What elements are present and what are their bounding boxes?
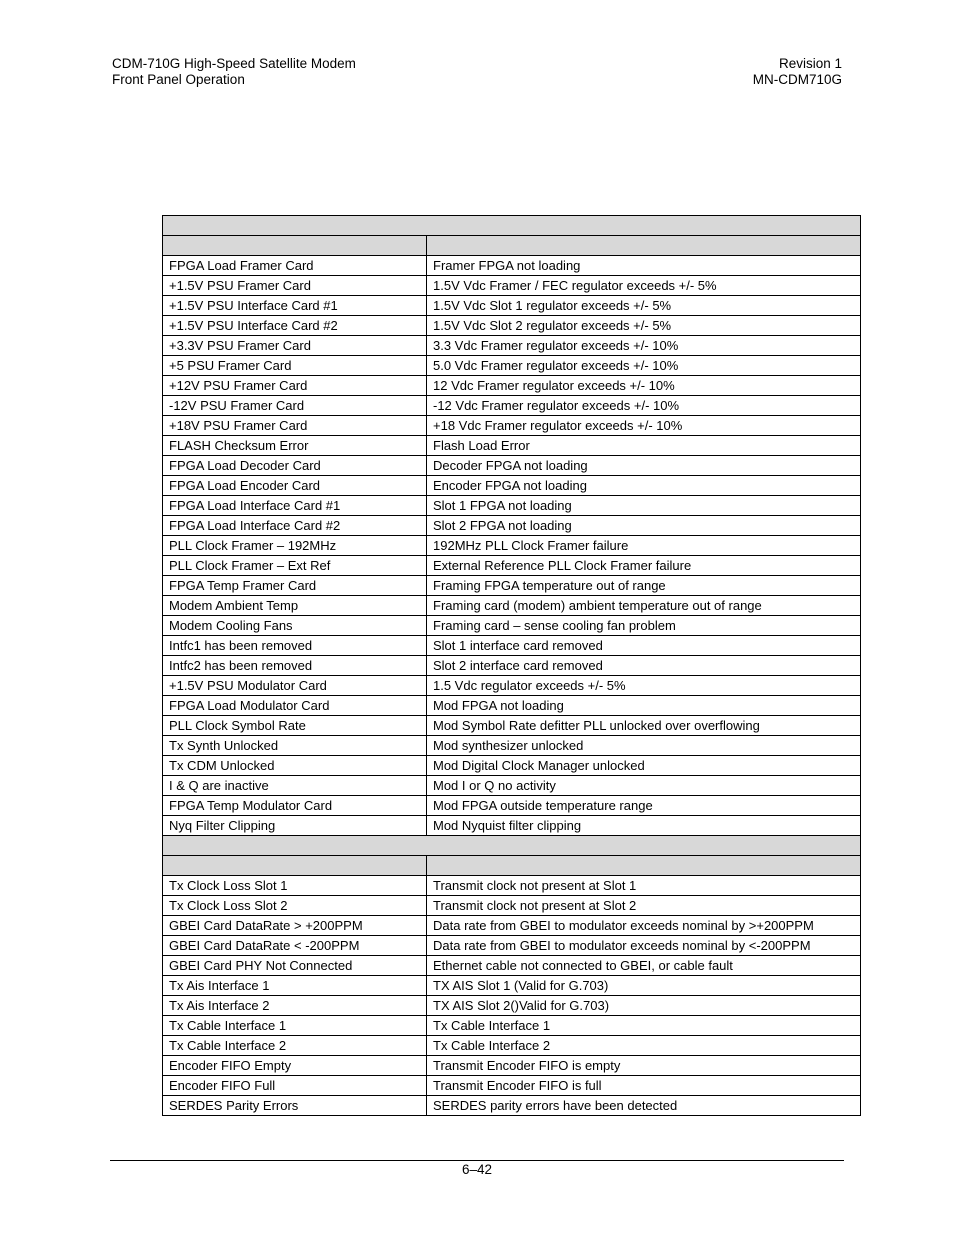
fault-description: Mod FPGA not loading [427,696,861,716]
footer-rule [110,1160,844,1161]
table-row [163,796,861,816]
chapter-title: Front Panel Operation [112,72,245,87]
fault-name: Modem Cooling Fans [163,616,427,636]
fault-description: Flash Load Error [427,436,861,456]
table-row [163,496,861,516]
fault-name: +5 PSU Framer Card [163,356,427,376]
fault-name: FPGA Load Interface Card #2 [163,516,427,536]
table-row [163,296,861,316]
fault-name: +1.5V PSU Modulator Card [163,676,427,696]
fault-name: +18V PSU Framer Card [163,416,427,436]
fault-name: -12V PSU Framer Card [163,396,427,416]
header-left [112,56,356,88]
fault-description: Mod Digital Clock Manager unlocked [427,756,861,776]
table-row [163,476,861,496]
table-row [163,936,861,956]
section1-column-header-cell [163,236,427,256]
fault-name: PLL Clock Framer – Ext Ref [163,556,427,576]
table-row [163,996,861,1016]
section2-column-header-cell [427,856,861,876]
table-row [163,716,861,736]
document-title: CDM-710G High-Speed Satellite Modem [112,56,356,71]
fault-description: Slot 1 interface card removed [427,636,861,656]
fault-description: Decoder FPGA not loading [427,456,861,476]
fault-description: Mod I or Q no activity [427,776,861,796]
section1-title-band-cell [163,216,861,236]
fault-description: Data rate from GBEI to modulator exceeds nominal by >+200PPM [427,916,861,936]
table-row [163,616,861,636]
table-row [163,576,861,596]
fault-name: PLL Clock Symbol Rate [163,716,427,736]
fault-name: FPGA Temp Framer Card [163,576,427,596]
header-right [753,56,842,88]
fault-name: FLASH Checksum Error [163,436,427,456]
fault-name: Nyq Filter Clipping [163,816,427,836]
fault-name: +12V PSU Framer Card [163,376,427,396]
fault-description: +18 Vdc Framer regulator exceeds +/- 10% [427,416,861,436]
table-row [163,696,861,716]
fault-name: FPGA Temp Modulator Card [163,796,427,816]
table-row [163,736,861,756]
fault-description: TX AIS Slot 1 (Valid for G.703) [427,976,861,996]
fault-name: FPGA Load Interface Card #1 [163,496,427,516]
table-row [163,436,861,456]
fault-name: Tx Synth Unlocked [163,736,427,756]
fault-name: FPGA Load Modulator Card [163,696,427,716]
fault-description: 1.5V Vdc Slot 1 regulator exceeds +/- 5% [427,296,861,316]
section2-title-band [163,836,861,856]
table-row [163,416,861,436]
fault-name: +1.5V PSU Interface Card #2 [163,316,427,336]
table-row [163,676,861,696]
fault-name: Tx Cable Interface 2 [163,1036,427,1056]
fault-description: 1.5V Vdc Framer / FEC regulator exceeds +/- 5% [427,276,861,296]
table-row [163,396,861,416]
section2-title-band-cell [163,836,861,856]
fault-description: Ethernet cable not connected to GBEI, or cable fault [427,956,861,976]
table-row [163,656,861,676]
fault-description: Encoder FPGA not loading [427,476,861,496]
fault-description: Transmit clock not present at Slot 1 [427,876,861,896]
fault-description: 5.0 Vdc Framer regulator exceeds +/- 10% [427,356,861,376]
table-row [163,816,861,836]
fault-name: Modem Ambient Temp [163,596,427,616]
table-row [163,376,861,396]
fault-name: Tx Cable Interface 1 [163,1016,427,1036]
section2-column-header-cell [163,856,427,876]
table-row [163,1036,861,1056]
table-row [163,876,861,896]
fault-description: 3.3 Vdc Framer regulator exceeds +/- 10% [427,336,861,356]
page-number: 6–42 [461,1162,493,1177]
fault-description: 1.5V Vdc Slot 2 regulator exceeds +/- 5% [427,316,861,336]
fault-name: Tx Clock Loss Slot 2 [163,896,427,916]
fault-name: Intfc2 has been removed [163,656,427,676]
fault-description: Mod Symbol Rate defitter PLL unlocked over overflowing [427,716,861,736]
fault-description: Framer FPGA not loading [427,256,861,276]
fault-description: SERDES parity errors have been detected [427,1096,861,1116]
fault-name: FPGA Load Encoder Card [163,476,427,496]
revision-label: Revision 1 [778,56,842,71]
fault-description: Slot 2 FPGA not loading [427,516,861,536]
table-row [163,336,861,356]
fault-description: 1.5 Vdc regulator exceeds +/- 5% [427,676,861,696]
fault-name: Tx Ais Interface 1 [163,976,427,996]
fault-description: Tx Cable Interface 1 [427,1016,861,1036]
table-row [163,896,861,916]
table-row [163,456,861,476]
fault-description: Framing card – sense cooling fan problem [427,616,861,636]
fault-description: Transmit Encoder FIFO is empty [427,1056,861,1076]
manual-number: MN-CDM710G [752,72,842,87]
fault-description: TX AIS Slot 2()Valid for G.703) [427,996,861,1016]
table-row [163,916,861,936]
table-row [163,356,861,376]
fault-name: +1.5V PSU Interface Card #1 [163,296,427,316]
section1-column-header-cell [427,236,861,256]
table-row [163,256,861,276]
table-row [163,1096,861,1116]
fault-name: GBEI Card DataRate > +200PPM [163,916,427,936]
fault-description: -12 Vdc Framer regulator exceeds +/- 10% [427,396,861,416]
table-row [163,516,861,536]
fault-description: Transmit clock not present at Slot 2 [427,896,861,916]
fault-description: Mod FPGA outside temperature range [427,796,861,816]
fault-description: Tx Cable Interface 2 [427,1036,861,1056]
fault-description: Framing FPGA temperature out of range [427,576,861,596]
fault-name: GBEI Card PHY Not Connected [163,956,427,976]
fault-description: External Reference PLL Clock Framer failure [427,556,861,576]
fault-description: Data rate from GBEI to modulator exceeds nominal by <-200PPM [427,936,861,956]
table-row [163,596,861,616]
table-row [163,556,861,576]
fault-description: 192MHz PLL Clock Framer failure [427,536,861,556]
fault-name: Tx Ais Interface 2 [163,996,427,1016]
table-row [163,756,861,776]
fault-name: +3.3V PSU Framer Card [163,336,427,356]
fault-name: Tx Clock Loss Slot 1 [163,876,427,896]
fault-description: Transmit Encoder FIFO is full [427,1076,861,1096]
fault-name: I & Q are inactive [163,776,427,796]
section2-column-header [163,856,861,876]
table-row [163,1076,861,1096]
fault-name: Encoder FIFO Full [163,1076,427,1096]
table-row [163,1016,861,1036]
fault-name: FPGA Load Framer Card [163,256,427,276]
fault-name: Tx CDM Unlocked [163,756,427,776]
table-row [163,316,861,336]
section1-title-band [163,216,861,236]
table-row [163,1056,861,1076]
fault-name: PLL Clock Framer – 192MHz [163,536,427,556]
table-row [163,536,861,556]
fault-description: Slot 1 FPGA not loading [427,496,861,516]
fault-table [162,215,861,1116]
fault-description: 12 Vdc Framer regulator exceeds +/- 10% [427,376,861,396]
fault-name: Intfc1 has been removed [163,636,427,656]
fault-description: Framing card (modem) ambient temperature out of range [427,596,861,616]
section1-column-header [163,236,861,256]
fault-name: FPGA Load Decoder Card [163,456,427,476]
fault-table-body [163,216,861,1116]
fault-name: +1.5V PSU Framer Card [163,276,427,296]
table-row [163,276,861,296]
table-row [163,976,861,996]
fault-description: Mod Nyquist filter clipping [427,816,861,836]
fault-description: Slot 2 interface card removed [427,656,861,676]
table-row [163,776,861,796]
fault-name: Encoder FIFO Empty [163,1056,427,1076]
fault-description: Mod synthesizer unlocked [427,736,861,756]
table-row [163,636,861,656]
table-row [163,956,861,976]
fault-name: SERDES Parity Errors [163,1096,427,1116]
fault-name: GBEI Card DataRate < -200PPM [163,936,427,956]
